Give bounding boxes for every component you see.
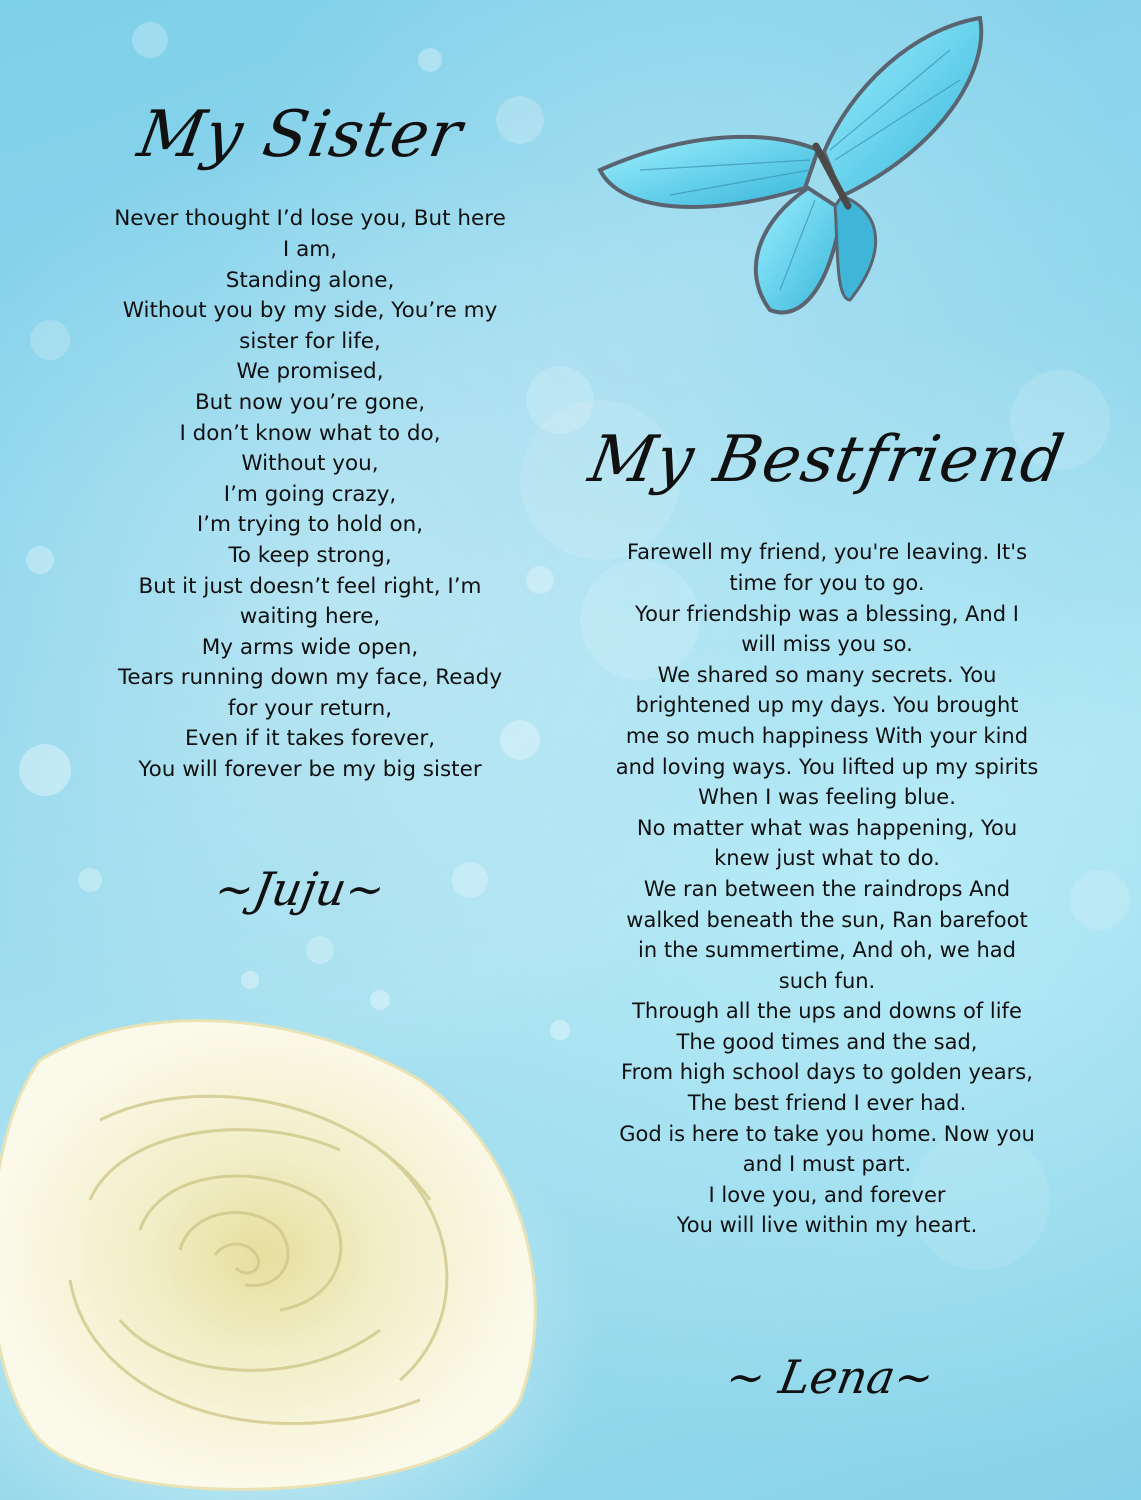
poem-line: God is here to take you home. Now you — [619, 1121, 1035, 1146]
poem-line: me so much happiness With your kind — [625, 723, 1029, 748]
butterfly-icon — [580, 10, 1000, 330]
poem-line: Without you, — [241, 451, 379, 477]
sister-poem-title: My Sister — [132, 98, 468, 172]
bestfriend-poem-signature: ~ Lena~ — [721, 1350, 939, 1404]
poem-line: Standing alone, — [225, 267, 395, 293]
poem-line: Tears running down my face, Ready — [117, 665, 503, 691]
poem-line: From high school days to golden years, — [621, 1060, 1033, 1085]
poem-line: We shared so many secrets. You — [657, 662, 997, 687]
poem-line: Through all the ups and downs of life — [632, 999, 1022, 1024]
poem-line: Even if it takes forever, — [184, 726, 436, 752]
poem-line: I am, — [282, 236, 338, 262]
poem-line: I love you, and forever — [708, 1182, 946, 1207]
poem-line: Without you by my side, You’re my — [122, 298, 498, 324]
poem-line: To keep strong, — [228, 542, 392, 568]
poem-line: knew just what to do. — [714, 846, 940, 871]
poem-line: I’m going crazy, — [223, 481, 397, 507]
poem-line: Your friendship was a blessing, And I — [635, 601, 1019, 626]
white-rose-image — [0, 1000, 600, 1500]
poem-line: brightened up my days. You brought — [635, 693, 1019, 718]
poem-line: sister for life, — [239, 328, 381, 354]
bestfriend-poem-body — [572, 537, 1082, 1241]
poem-line: The good times and the sad, — [676, 1029, 978, 1054]
poem-line: We promised, — [236, 359, 384, 385]
poem-line: Never thought I’d lose you, But here — [114, 206, 506, 232]
bestfriend-poem-title: My Bestfriend — [583, 423, 1071, 497]
poem-line: You will forever be my big sister — [138, 757, 482, 783]
poem-line: I don’t know what to do, — [179, 420, 441, 446]
sister-poem-body — [60, 204, 560, 785]
poem-line: Farewell my friend, you're leaving. It's — [626, 540, 1028, 565]
poem-line: We ran between the raindrops And — [643, 876, 1011, 901]
poem-line: and loving ways. You lifted up my spirits — [615, 754, 1039, 779]
poem-line: walked beneath the sun, Ran barefoot — [626, 907, 1028, 932]
poem-line: in the summertime, And oh, we had — [638, 938, 1016, 963]
poem-line: My arms wide open, — [201, 634, 419, 660]
poem-line: will miss you so. — [741, 632, 913, 657]
poem-line: I’m trying to hold on, — [196, 512, 424, 538]
poem-line: But now you’re gone, — [194, 389, 426, 415]
poem-line: The best friend I ever had. — [687, 1091, 967, 1116]
poem-line: When I was feeling blue. — [698, 785, 956, 810]
bestfriend-poem — [572, 425, 1082, 1241]
sister-poem-signature: ~Juju~ — [210, 862, 390, 916]
poem-line: You will live within my heart. — [676, 1213, 978, 1238]
sister-poem — [60, 100, 560, 786]
poem-line: No matter what was happening, You — [636, 815, 1018, 840]
poem-line: for your return, — [227, 695, 393, 721]
poem-line: such fun. — [778, 968, 876, 993]
poem-line: But it just doesn’t feel right, I’m — [138, 573, 482, 599]
poem-line: and I must part. — [742, 1152, 912, 1177]
poem-line: time for you to go. — [729, 570, 925, 595]
poem-line: waiting here, — [239, 604, 381, 630]
